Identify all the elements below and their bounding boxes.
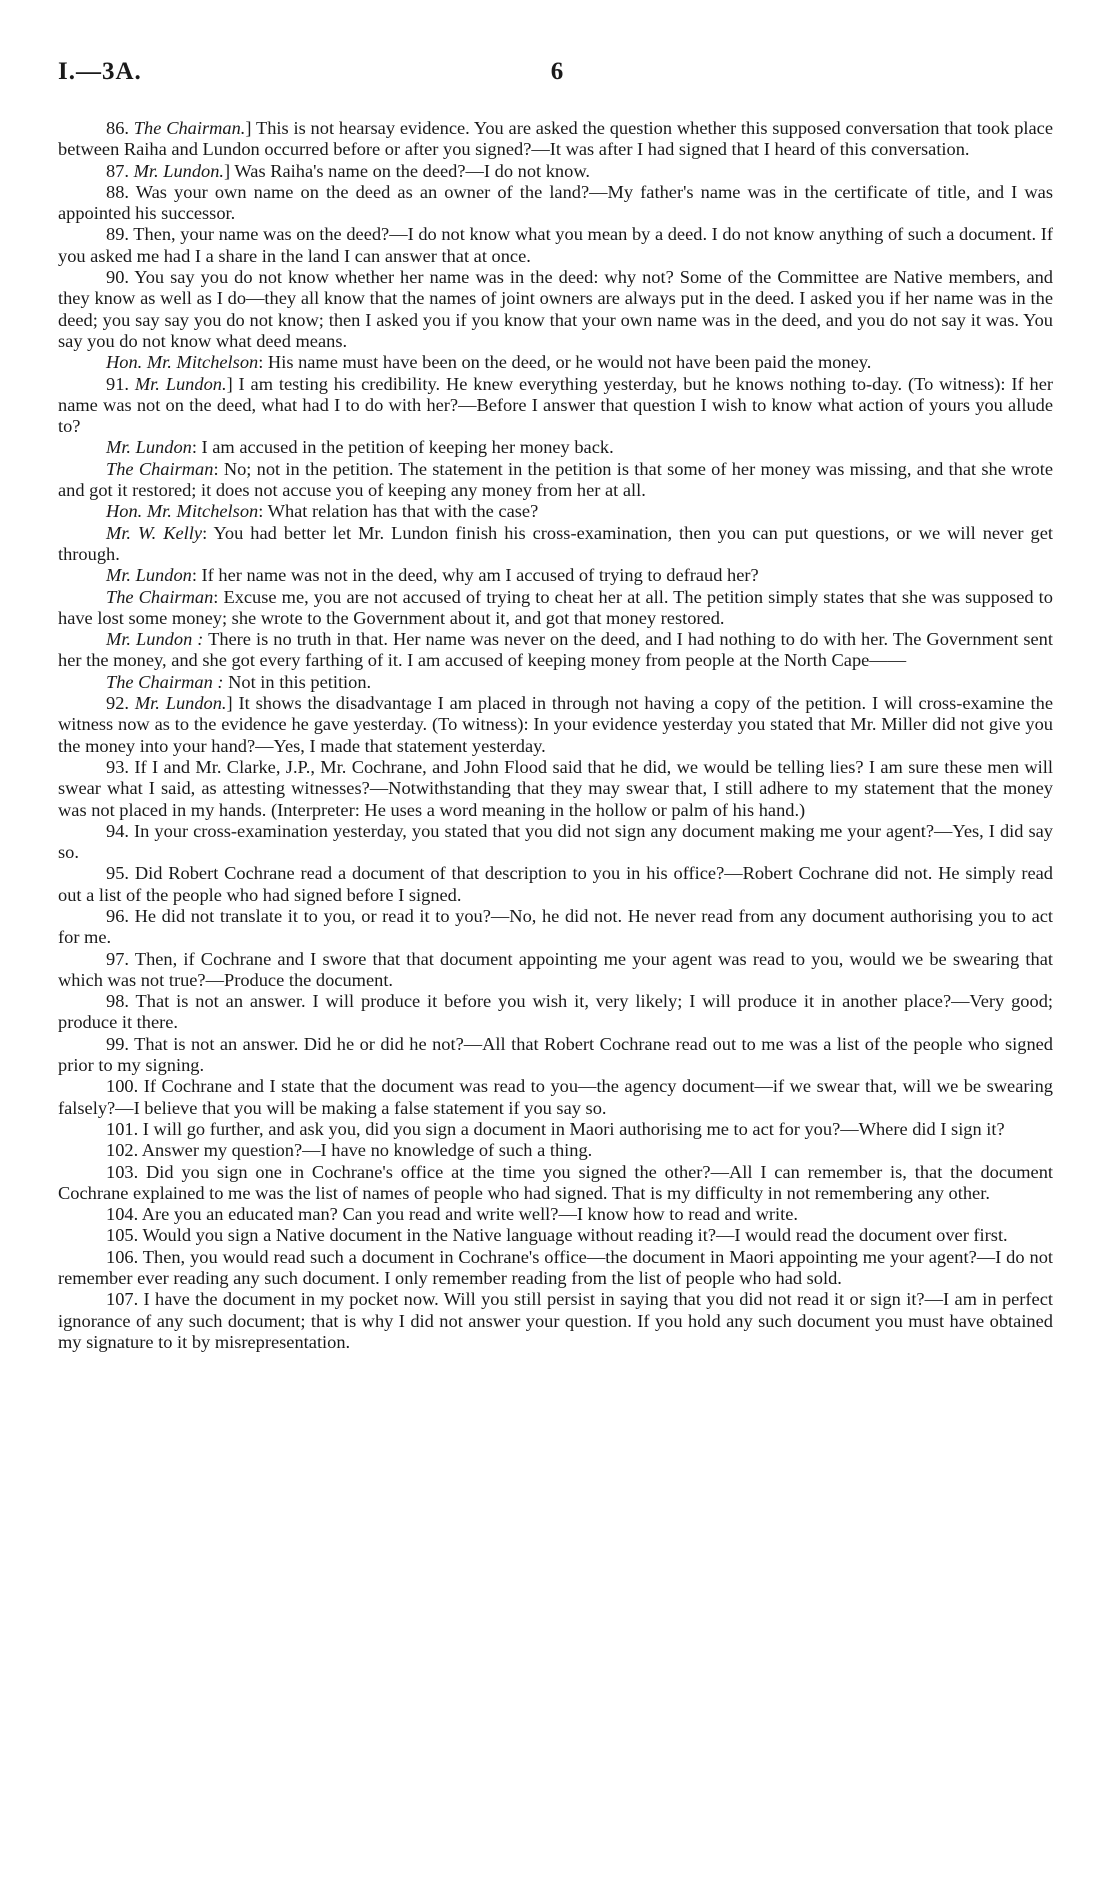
speaker-name: Mr. Lundon. (133, 160, 225, 181)
speaker-name: Mr. Lundon. (134, 373, 227, 394)
speaker-name: Hon. Mr. Mitchelson (106, 501, 259, 522)
paragraph-number: 92. (106, 693, 135, 714)
paragraph-text: 96. He did not translate it to you, or read it to you?—No, he did not. He never read from any document authorising you to act for me. (58, 905, 1053, 948)
testimony-paragraph (58, 1076, 1053, 1119)
testimony-paragraph (58, 267, 1053, 352)
testimony-paragraph (58, 693, 1053, 757)
document-reference: I.—3A. (58, 58, 142, 85)
testimony-paragraph (58, 118, 1053, 161)
paragraph-text: ] It shows the disadvantage I am placed in through not having a copy of the petition. I will cross-examine the witness now as to the evidence he gave yesterday. (To witness): In your evidence yesterday you stated that Mr. Miller did not give you the money into your hand?—Yes, I made that statement yesterday. (58, 693, 1053, 756)
testimony-paragraph (58, 672, 1053, 693)
testimony-paragraph (58, 459, 1053, 502)
paragraph-text: 93. If I and Mr. Clarke, J.P., Mr. Cochrane, and John Flood said that he did, we would be telling lies? I am sure these men will swear what I said, as attesting witnesses?—Notwithstanding that they may swear that, I still adhere to my statement that the money was not placed in my hands. (Interpreter: He uses a word meaning in the hollow or palm of his hand.) (58, 756, 1053, 820)
testimony-paragraph (58, 906, 1053, 949)
testimony-paragraph (58, 863, 1053, 906)
testimony-paragraph (58, 1034, 1053, 1077)
speaker-name: The Chairman. (133, 118, 246, 138)
paragraph-text: : I am accused in the petition of keeping her money back. (191, 437, 614, 458)
testimony-paragraph (58, 1289, 1053, 1353)
testimony-paragraph (58, 821, 1053, 864)
paragraph-text: 101. I will go further, and ask you, did you sign a document in Maori authorising me to act for you?—Where did I sign it? (106, 1118, 1005, 1139)
paragraph-text: There is no truth in that. Her name was never on the deed, and I had nothing to do with her. The Government sent her the money, and she got every farthing of it. I am accused of keeping money from people at the North Cape—— (58, 629, 1053, 671)
testimony-paragraph (58, 629, 1053, 672)
testimony-paragraph (58, 565, 1053, 586)
paragraph-text: 104. Are you an educated man? Can you read and write well?—I know how to read and write. (106, 1204, 798, 1225)
testimony-paragraph (58, 1225, 1053, 1246)
testimony-paragraph (58, 1204, 1053, 1225)
paragraph-text: 89. Then, your name was on the deed?—I do not know what you mean by a deed. I do not know anything of such a document. If you asked me had I a share in the land I can answer that at once. (58, 224, 1053, 266)
paragraph-text: 100. If Cochrane and I state that the document was read to you—the agency document—if we swear that, will we be swearing falsely?—I believe that you will be making a false statement if you say so. (58, 1076, 1053, 1118)
testimony-paragraph (58, 182, 1053, 225)
speaker-name: The Chairman (106, 586, 214, 607)
speaker-name: Mr. Lundon (106, 565, 192, 586)
page-header (58, 58, 1056, 98)
paragraph-text: 94. In your cross-examination yesterday, you stated that you did not sign any document making me your agent?—Yes, I did say so. (58, 820, 1053, 863)
speaker-name: Hon. Mr. Mitchelson (106, 352, 259, 373)
paragraph-number: 91. (106, 373, 135, 394)
paragraph-text: ] This is not hearsay evidence. You are asked the question whether this supposed conversation that took place between Raiha and Lundon occurred before or after you signed?—It was after I had signed that I heard of this conversation. (58, 118, 1053, 160)
testimony-paragraph (58, 352, 1053, 373)
testimony-paragraph (58, 1247, 1053, 1290)
testimony-paragraph (58, 991, 1053, 1034)
paragraph-text: 97. Then, if Cochrane and I swore that that document appointing me your agent was read to you, would we be swearing that which was not true?—Produce the document. (58, 948, 1053, 990)
document-body (58, 118, 1053, 1353)
speaker-name: Mr. Lundon : (106, 629, 204, 650)
paragraph-text: 103. Did you sign one in Cochrane's office at the time you signed the other?—All I can remember is, that the document Cochrane explained to me was the list of names of people who had signed. That is my difficulty in not remembering any other. (58, 1161, 1053, 1203)
paragraph-number: 86. (106, 118, 134, 138)
paragraph-text: Not in this petition. (223, 671, 372, 692)
testimony-paragraph (58, 161, 1053, 182)
paragraph-text: 88. Was your own name on the deed as an owner of the land?—My father's name was in the certificate of title, and I was appointed his successor. (58, 181, 1053, 224)
paragraph-number: 87. (106, 160, 134, 181)
paragraph-text: ] Was Raiha's name on the deed?—I do not know. (224, 160, 591, 181)
paragraph-text: 98. That is not an answer. I will produce it before you wish it, very likely; I will produce it in another place?—Very good; produce it there. (58, 991, 1053, 1033)
testimony-paragraph (58, 501, 1053, 522)
testimony-paragraph (58, 1162, 1053, 1205)
speaker-name: The Chairman : (106, 671, 224, 692)
testimony-paragraph (58, 587, 1053, 630)
testimony-paragraph (58, 437, 1053, 458)
paragraph-text: : His name must have been on the deed, or he would not have been paid the money. (258, 352, 872, 373)
paragraph-text: 95. Did Robert Cochrane read a document of that description to you in his office?—Robert Cochrane did not. He simply read out a list of the people who had signed before I signed. (58, 863, 1053, 905)
testimony-paragraph (58, 757, 1053, 821)
paragraph-text: : What relation has that with the case? (258, 501, 539, 522)
paragraph-text: : No; not in the petition. The statement in the petition is that some of her money was missing, and that she wrote and got it restored; it does not accuse you of keeping any money from her at all. (58, 458, 1054, 501)
paragraph-text: : Excuse me, you are not accused of trying to cheat her at all. The petition simply states that she was supposed to have lost some money; she wrote to the Government about it, and got that money restored. (58, 586, 1053, 628)
testimony-paragraph (58, 1119, 1053, 1140)
testimony-paragraph (58, 523, 1053, 566)
testimony-paragraph (58, 224, 1053, 267)
speaker-name: Mr. Lundon. (134, 693, 227, 714)
paragraph-text: 102. Answer my question?—I have no knowledge of such a thing. (106, 1140, 593, 1161)
paragraph-text: : If her name was not in the deed, why am I accused of trying to defraud her? (191, 565, 759, 586)
paragraph-text: ] I am testing his credibility. He knew everything yesterday, but he knows nothing to-day. (To witness): If her name was not on the deed, what had I to do with her?—Before I answer that question I wish to know what action of yours you allude to? (58, 373, 1053, 437)
speaker-name: The Chairman (106, 458, 214, 479)
speaker-name: Mr. W. Kelly (106, 522, 203, 543)
testimony-paragraph (58, 1140, 1053, 1161)
paragraph-text: : You had better let Mr. Lundon finish his cross-examination, then you can put questions, or we will never get through. (58, 522, 1053, 564)
testimony-paragraph (58, 949, 1053, 992)
page-number: 6 (550, 58, 564, 85)
paragraph-text: 90. You say you do not know whether her name was in the deed: why not? Some of the Committee are Native members, and they know as well as I do—they all know that the names of joint owners are always put in the deed. I asked you if her name was in the deed; you say say you do not know; then I asked you if you know that your own name was in the deed, and you do not say it was. You say you do not know what deed means. (58, 267, 1053, 351)
paragraph-text: 105. Would you sign a Native document in the Native language without reading it?—I would read the document over first. (106, 1225, 1008, 1246)
paragraph-text: 106. Then, you would read such a document in Cochrane's office—the document in Maori appointing me your agent?—I do not remember ever reading any such document. I only remember reading from the list of people who had sold. (58, 1246, 1053, 1289)
testimony-paragraph (58, 374, 1053, 438)
paragraph-text: 107. I have the document in my pocket now. Will you still persist in saying that you did not read it or sign it?—I am in perfect ignorance of any such document; that is why I did not answer your question. If you hold any such document you must have obtained my signature to it by misrepresentation. (58, 1289, 1053, 1352)
paragraph-text: 99. That is not an answer. Did he or did he not?—All that Robert Cochrane read out to me was a list of the people who signed prior to my signing. (58, 1033, 1053, 1076)
speaker-name: Mr. Lundon (106, 437, 192, 458)
